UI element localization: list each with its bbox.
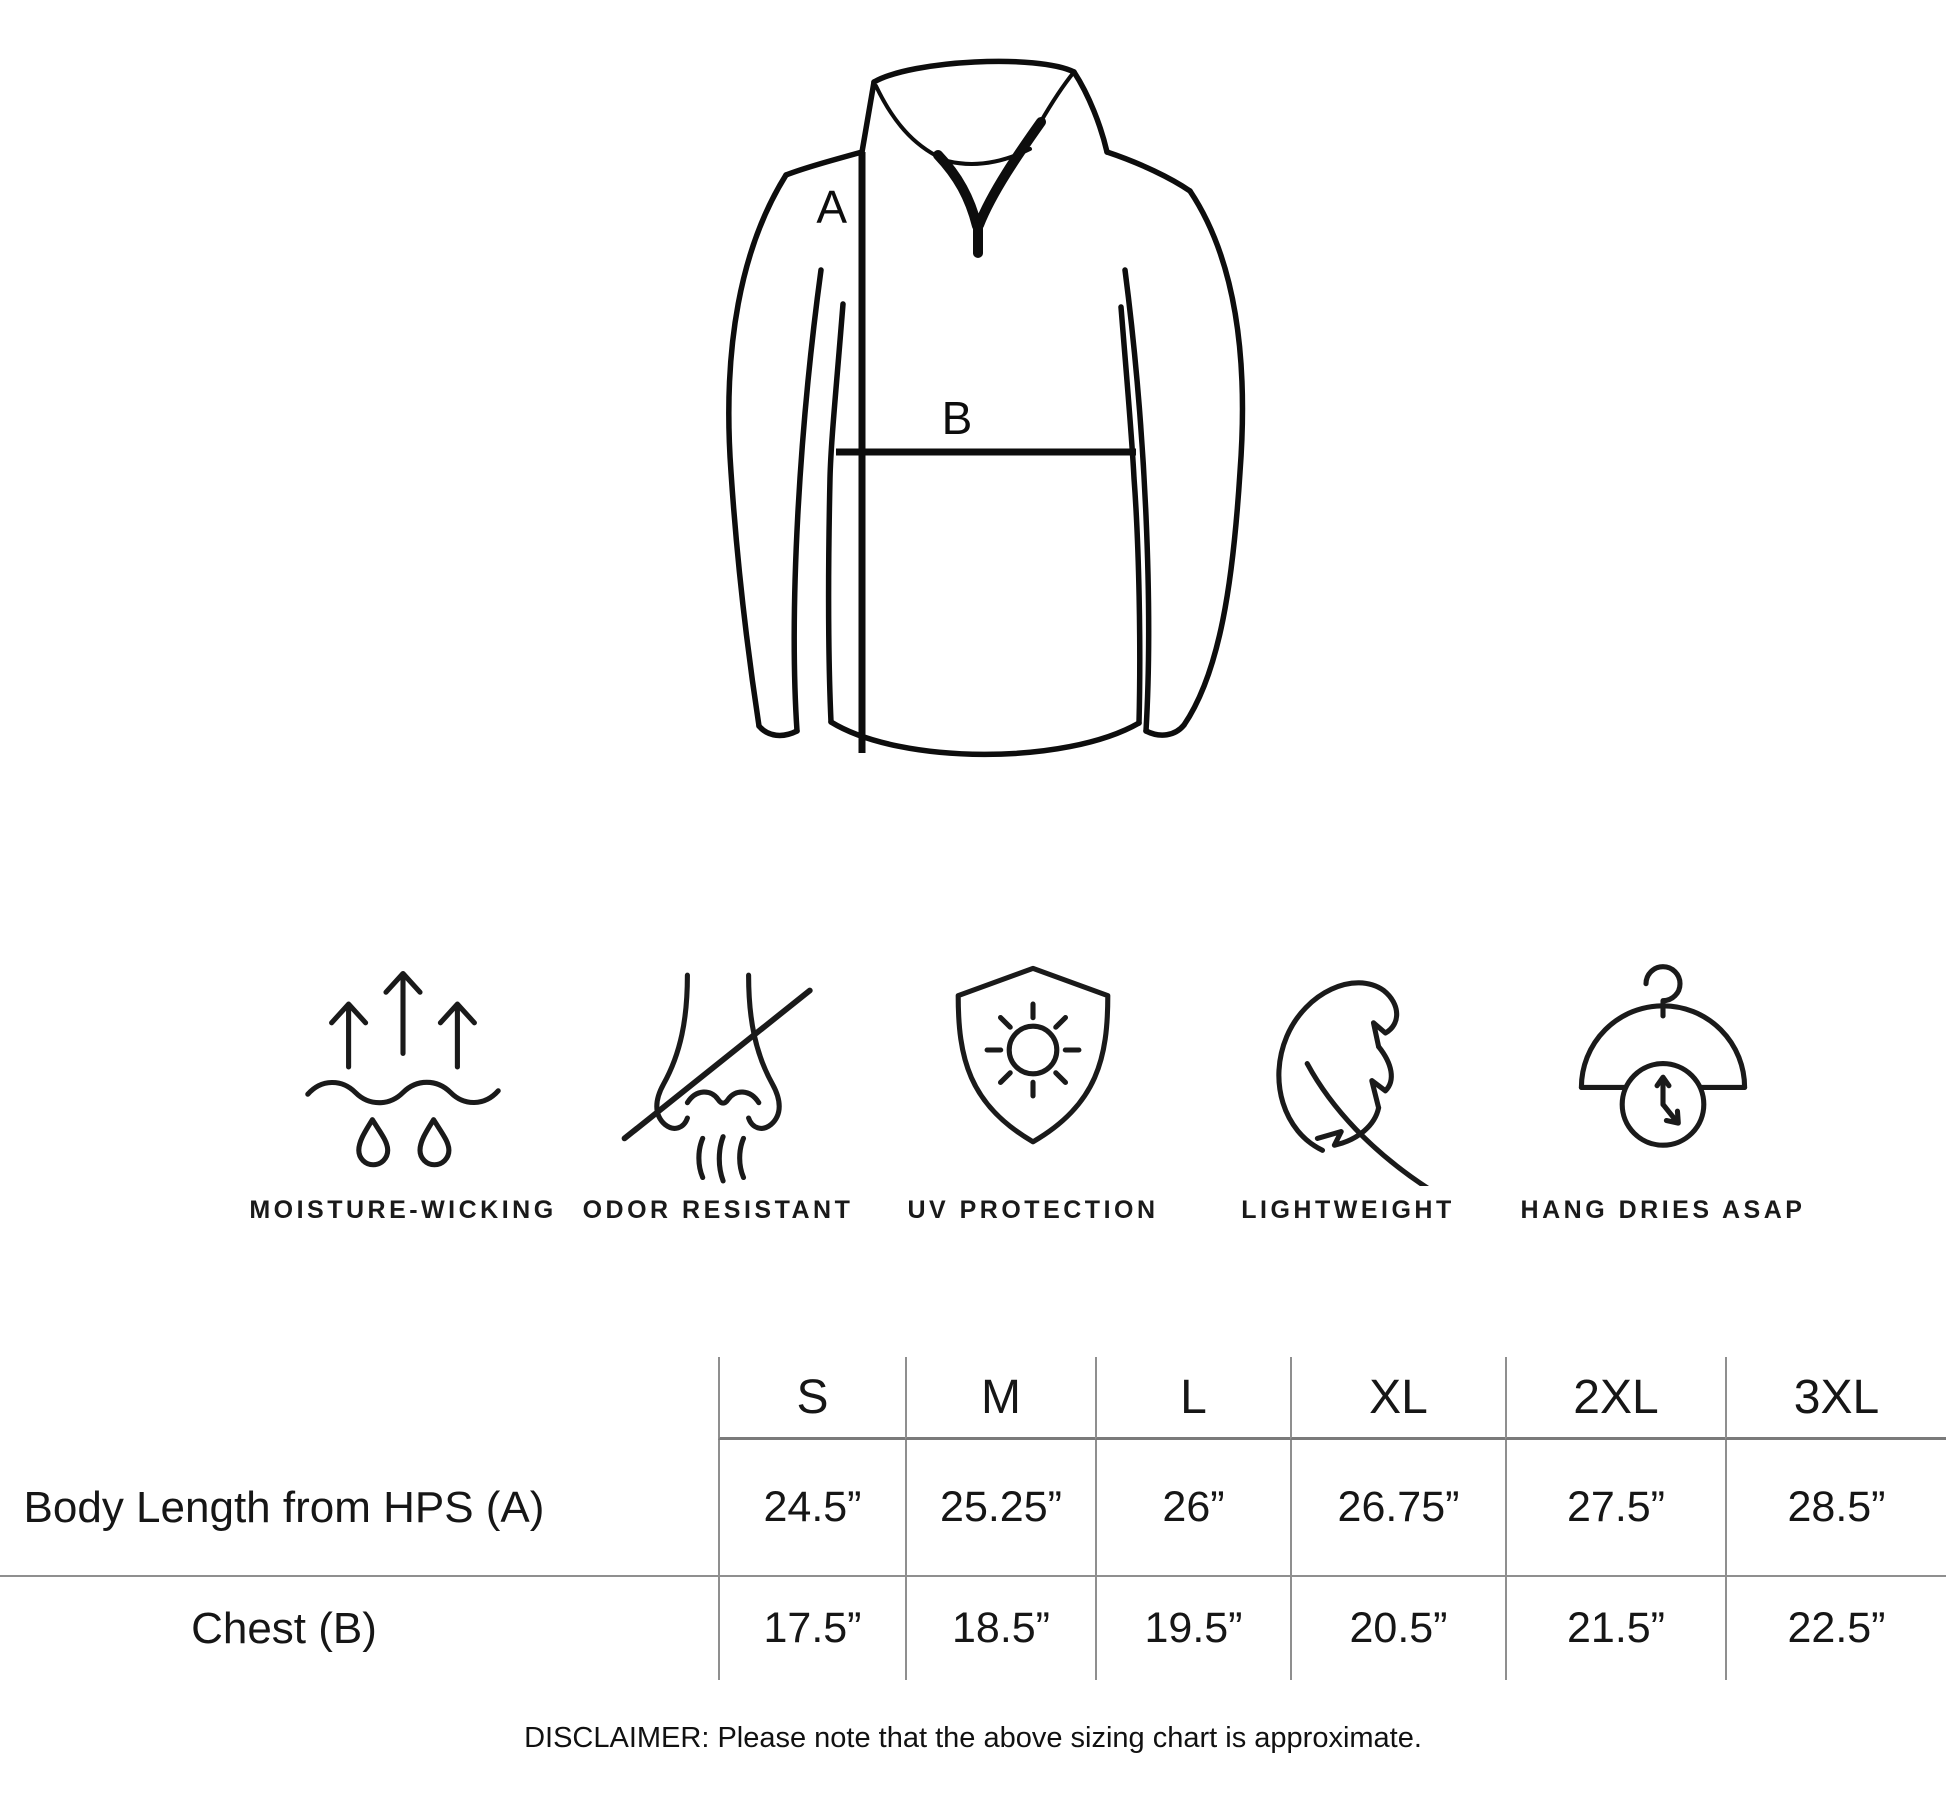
- disclaimer-text: DISCLAIMER: Please note that the above sizing chart is approximate.: [524, 1722, 1422, 1754]
- moisture-wicking-icon: [284, 948, 522, 1186]
- hang-dries-icon: [1544, 948, 1782, 1186]
- size-chart-table: [0, 1357, 1946, 1680]
- chest-3xl: 22.5”: [1725, 1577, 1946, 1680]
- chest-l: 19.5”: [1095, 1577, 1290, 1680]
- chest-m: 18.5”: [905, 1577, 1095, 1680]
- feature-uv-protection: [876, 948, 1191, 1225]
- body-length-m: 25.25”: [905, 1440, 1095, 1577]
- chest-s: 17.5”: [718, 1577, 905, 1680]
- body-length-xl: 26.75”: [1290, 1440, 1505, 1577]
- feature-odor-resistant: [561, 948, 876, 1225]
- lightweight-icon: [1229, 948, 1467, 1186]
- body-length-s: 24.5”: [718, 1440, 905, 1577]
- feature-moisture-wicking: [246, 948, 561, 1225]
- measure-a-label: A: [816, 181, 847, 233]
- body-length-l: 26”: [1095, 1440, 1290, 1577]
- feature-label: HANG DRIES ASAP: [1520, 1196, 1806, 1224]
- feature-lightweight: [1191, 948, 1506, 1225]
- feature-label: LIGHTWEIGHT: [1241, 1196, 1455, 1224]
- column-header-l: L: [1095, 1357, 1290, 1440]
- row-label-chest: Chest (B): [191, 1603, 377, 1653]
- row-label-body-length: Body Length from HPS (A): [0, 1440, 718, 1577]
- odor-resistant-icon: [599, 948, 837, 1186]
- measure-b-label: B: [941, 392, 973, 444]
- chest-xl: 20.5”: [1290, 1577, 1505, 1680]
- feature-label: ODOR RESISTANT: [582, 1196, 854, 1224]
- feature-hang-dries: [1506, 948, 1821, 1225]
- uv-protection-icon: [914, 948, 1152, 1186]
- column-header-m: M: [905, 1357, 1095, 1440]
- feature-row: [0, 948, 1946, 1225]
- body-length-3xl: 28.5”: [1725, 1440, 1946, 1577]
- garment-diagram: [0, 0, 1946, 850]
- body-length-2xl: 27.5”: [1505, 1440, 1725, 1577]
- feature-label: MOISTURE-WICKING: [249, 1196, 557, 1224]
- feature-label: UV PROTECTION: [907, 1196, 1159, 1224]
- column-header-s: S: [718, 1357, 905, 1440]
- chest-2xl: 21.5”: [1505, 1577, 1725, 1680]
- column-header-xl: XL: [1290, 1357, 1505, 1440]
- column-header-2xl: 2XL: [1505, 1357, 1725, 1440]
- column-header-3xl: 3XL: [1725, 1357, 1946, 1440]
- size-chart-corner: [0, 1357, 718, 1440]
- pullover-outline-icon: [729, 61, 1243, 754]
